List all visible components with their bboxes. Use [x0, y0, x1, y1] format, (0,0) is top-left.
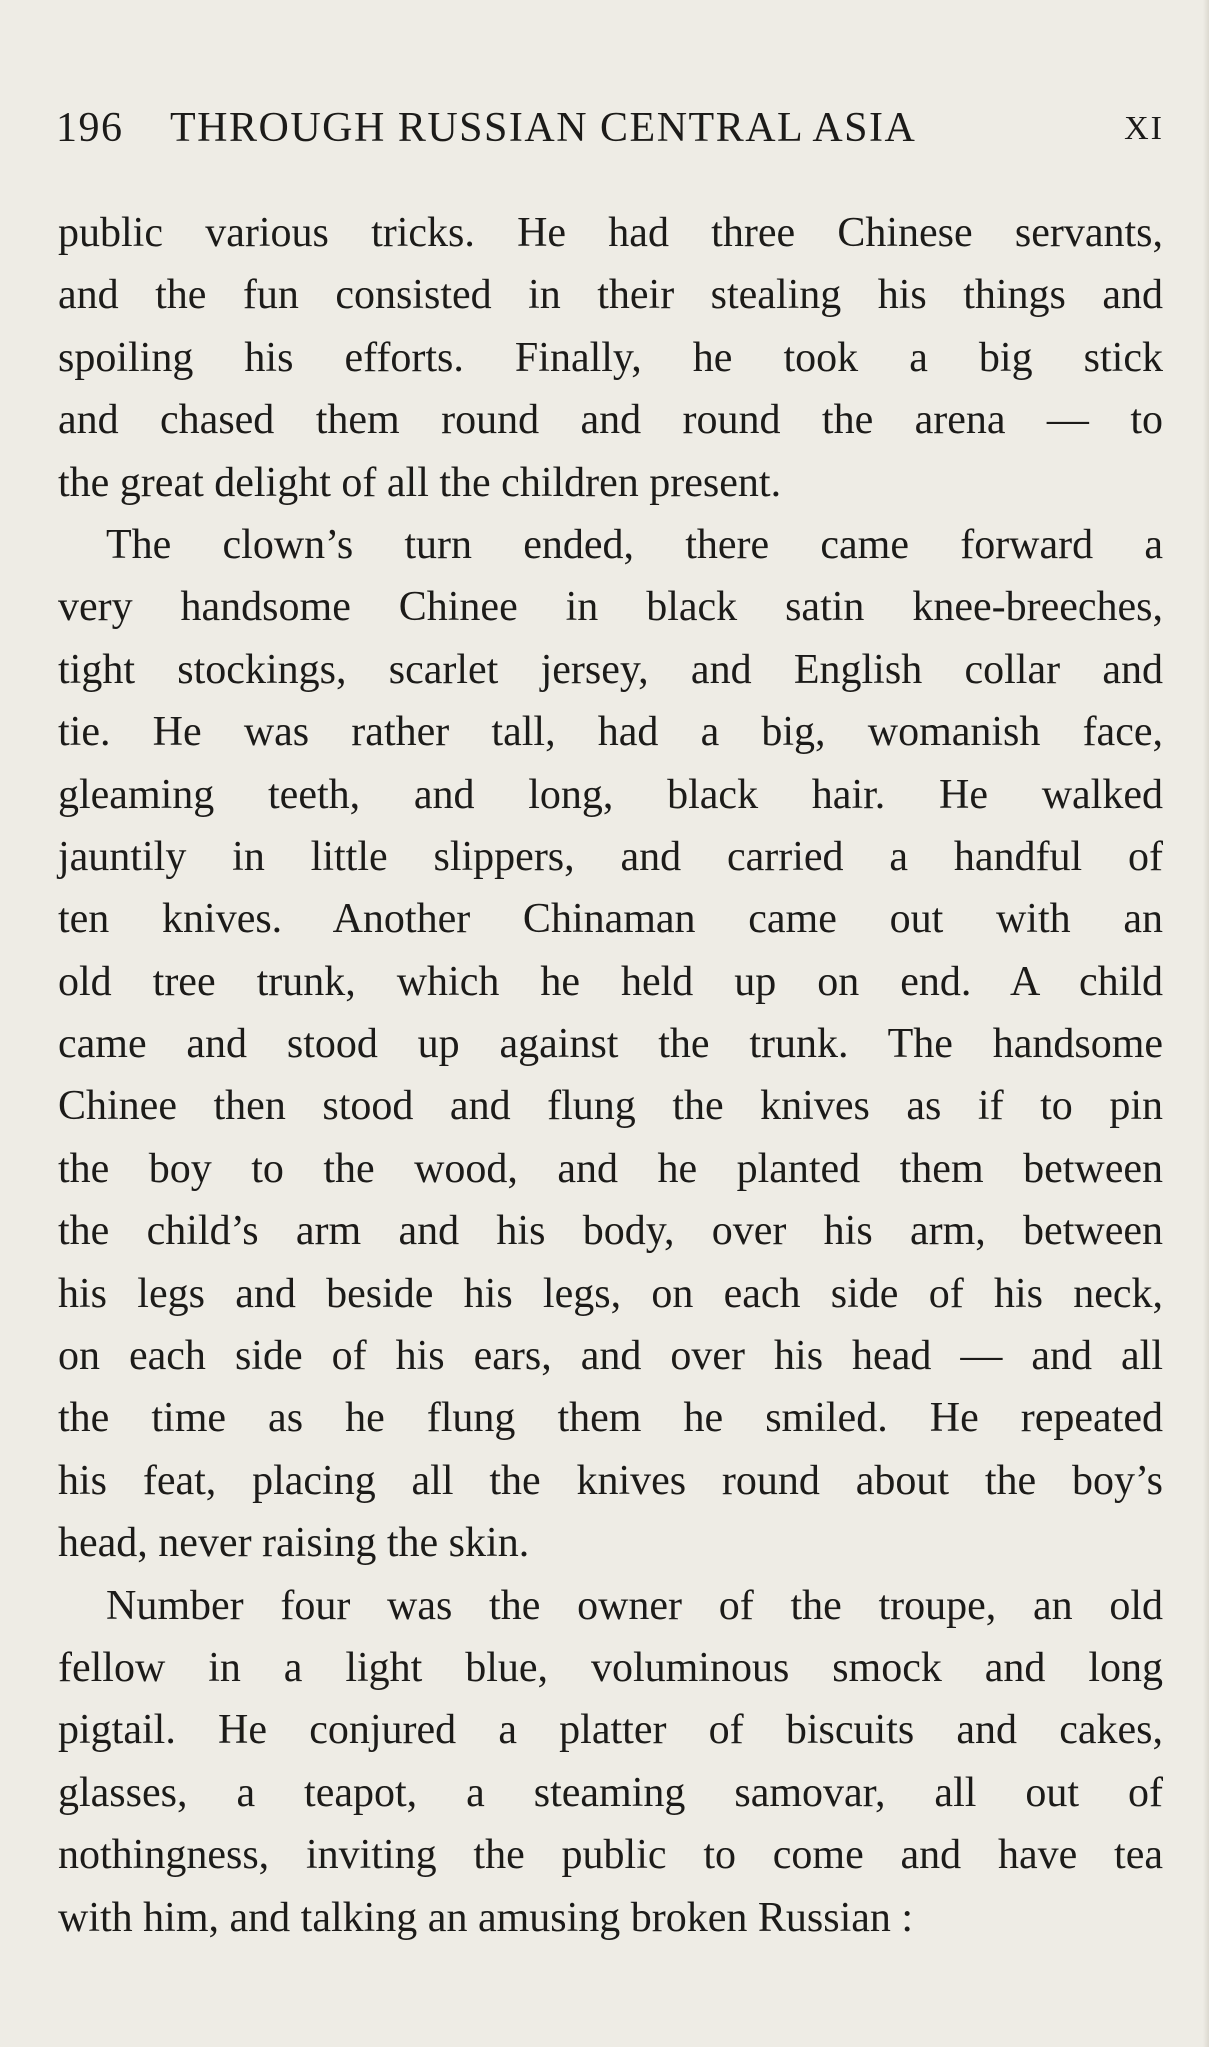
text-line: Number four was the owner of the troupe, an old: [106, 1582, 1163, 1629]
text-line: the child’s arm and his body, over his arm, between: [58, 1208, 1163, 1255]
text-line: his legs and beside his legs, on each side of his neck,: [58, 1270, 1163, 1317]
body-text: [58, 202, 1163, 1949]
text-line: glasses, a teapot, a steaming samovar, all out of: [58, 1769, 1163, 1816]
text-line: very handsome Chinee in black satin knee-breeches,: [58, 584, 1163, 631]
page-number: 196: [56, 105, 124, 151]
text-line: the boy to the wood, and he planted them between: [58, 1145, 1163, 1192]
text-line: his feat, placing all the knives round about the boy’s: [58, 1457, 1163, 1504]
paragraph-3: [58, 1575, 1163, 1949]
text-line: ten knives. Another Chinaman came out with an: [58, 896, 1163, 943]
text-line: nothingness, inviting the public to come and have tea: [58, 1832, 1163, 1879]
running-title: THROUGH RUSSIAN CENTRAL ASIA: [170, 105, 917, 151]
text-line: came and stood up against the trunk. The handsome: [58, 1021, 1163, 1068]
text-line: Chinee then stood and flung the knives as if to pin: [58, 1083, 1163, 1130]
text-line: head, never raising the skin.: [58, 1520, 530, 1567]
text-line: and the fun consisted in their stealing his things and: [58, 272, 1163, 319]
text-line: pigtail. He conjured a platter of biscuits and cakes,: [58, 1707, 1163, 1754]
page-edge-shadow: [1203, 0, 1209, 2047]
text-line: tight stockings, scarlet jersey, and English collar and: [58, 646, 1163, 693]
text-line: tie. He was rather tall, had a big, womanish face,: [58, 709, 1163, 756]
text-line: The clown’s turn ended, there came forward a: [106, 521, 1163, 568]
text-line: spoiling his efforts. Finally, he took a big stick: [58, 334, 1163, 381]
text-line: old tree trunk, which he held up on end. A child: [58, 958, 1163, 1005]
text-line: gleaming teeth, and long, black hair. He walked: [58, 771, 1163, 818]
text-line: public various tricks. He had three Chinese servants,: [58, 210, 1163, 256]
text-line: with him, and talking an amusing broken Russian :: [58, 1894, 914, 1941]
paragraph-2: [58, 514, 1163, 1575]
running-header: [56, 104, 1164, 164]
text-line: jauntily in little slippers, and carried a handful of: [58, 833, 1163, 880]
chapter-number: XI: [1124, 110, 1164, 147]
text-line: fellow in a light blue, voluminous smock and long: [58, 1644, 1163, 1691]
text-line: on each side of his ears, and over his head — and all: [58, 1333, 1163, 1380]
text-line: the great delight of all the children present.: [58, 459, 782, 506]
paragraph-1: [58, 202, 1163, 514]
text-line: and chased them round and round the arena — to: [58, 397, 1163, 444]
text-line: the time as he flung them he smiled. He repeated: [58, 1395, 1163, 1442]
